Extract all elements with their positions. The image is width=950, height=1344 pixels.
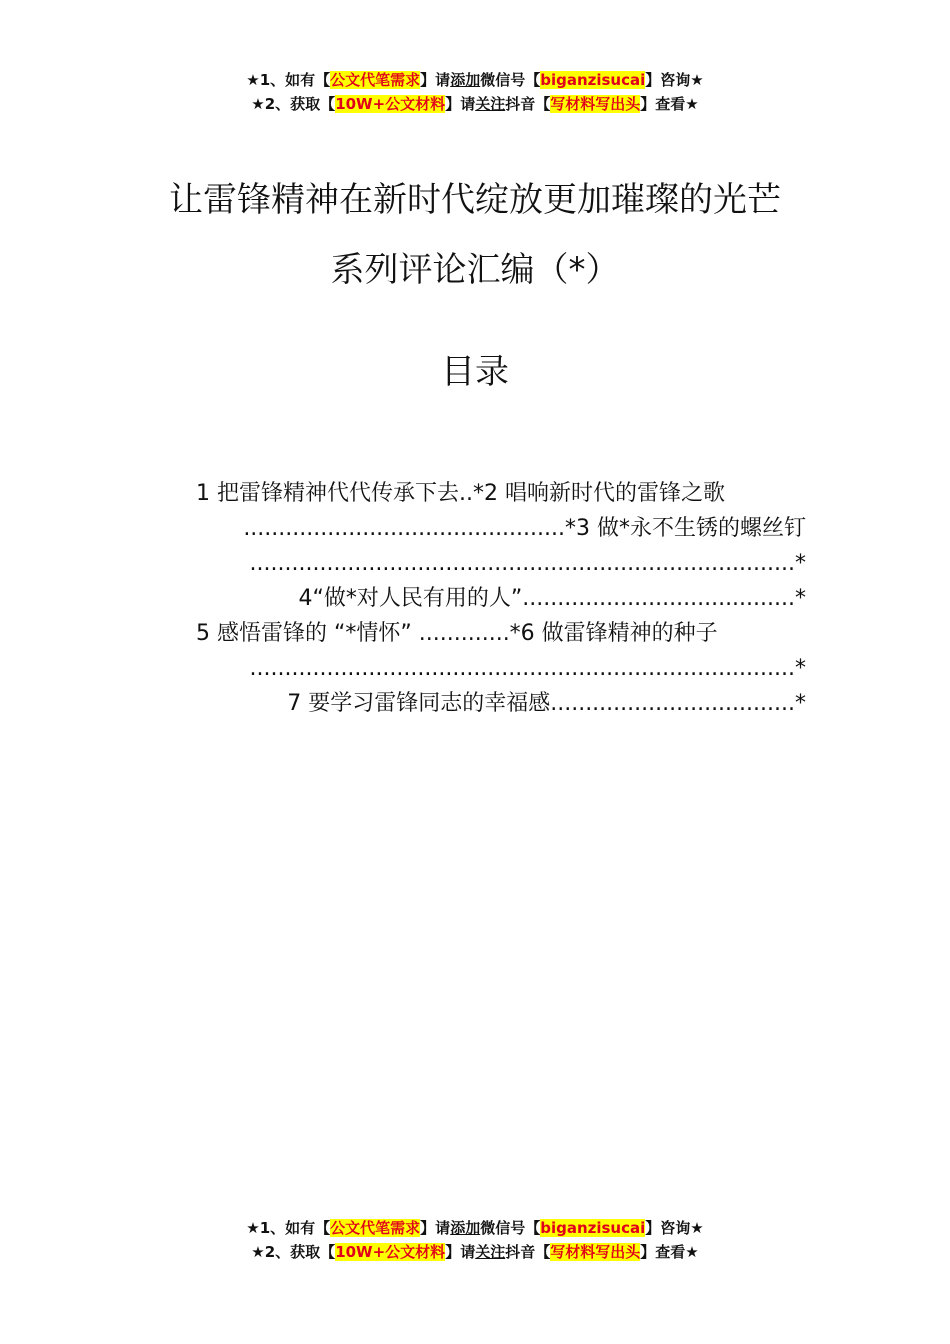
toc-row[interactable]: ..............................................................................* — [249, 656, 806, 681]
toc-row[interactable]: 4“做*对人民有用的人”.......................................* — [298, 586, 806, 611]
toc-row[interactable]: ..............................................*3 做*永不生锈的螺丝钉 — [243, 516, 806, 541]
toc-row[interactable]: 1 把雷锋精神代代传承下去..*2 唱响新时代的雷锋之歌 — [196, 481, 725, 506]
highlight-wechat-id: biganzisucai — [540, 1219, 646, 1237]
header-banner — [0, 68, 950, 116]
toc-row[interactable]: ..............................................................................* — [249, 551, 806, 576]
highlight-materials: 10W+公文材料 — [335, 95, 446, 113]
highlight-douyin-name: 写材料写出头 — [550, 95, 641, 113]
highlight-writing-service: 公文代笔需求 — [330, 1219, 421, 1237]
toc-row[interactable]: 7 要学习雷锋同志的幸福感...................................* — [287, 691, 806, 716]
banner-line-2: ★2、获取【10W+公文材料】请关注抖音【写材料写出头】查看★ — [251, 1243, 699, 1261]
footer-banner — [0, 1216, 950, 1264]
toc-row[interactable]: 5 感悟雷锋的 “*情怀” .............*6 做雷锋精神的种子 — [196, 621, 718, 646]
highlight-wechat-id: biganzisucai — [540, 71, 646, 89]
toc-heading: 目录 — [441, 352, 509, 392]
banner-line-1: ★1、如有【公文代笔需求】请添加微信号【biganzisucai】咨询★ — [246, 71, 704, 89]
table-of-contents — [146, 476, 806, 721]
highlight-douyin-name: 写材料写出头 — [550, 1243, 641, 1261]
highlight-materials: 10W+公文材料 — [335, 1243, 446, 1261]
banner-line-2: ★2、获取【10W+公文材料】请关注抖音【写材料写出头】查看★ — [251, 95, 699, 113]
document-title-line-2: 系列评论汇编（*） — [330, 250, 620, 290]
highlight-writing-service: 公文代笔需求 — [330, 71, 421, 89]
document-title-line-1: 让雷锋精神在新时代绽放更加璀璨的光芒 — [169, 180, 781, 220]
banner-line-1: ★1、如有【公文代笔需求】请添加微信号【biganzisucai】咨询★ — [246, 1219, 704, 1237]
